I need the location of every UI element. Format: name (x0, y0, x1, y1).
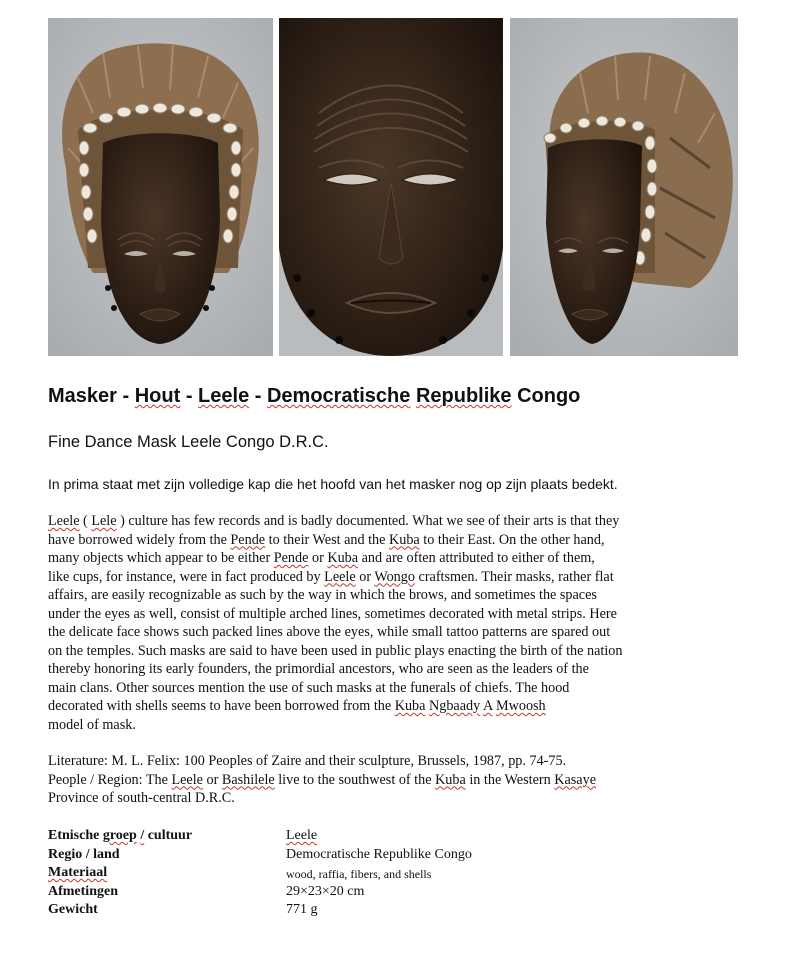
spec-label: Etnische groep / cultuur (48, 828, 193, 843)
text-line: many objects which appear to be either Pende or Kuba and are often attributed to either of them, (48, 550, 595, 566)
spec-value: 29×23×20 cm (286, 883, 365, 899)
text-line: like cups, for instance, were in fact produced by Leele or Wongo craftsmen. Their masks, rather flat (48, 568, 614, 585)
condition-note: In prima staat met zijn volledige kap die het hoofd van het masker nog op zijn plaats bedekt. (48, 476, 618, 492)
spec-label: Regio / land (48, 846, 120, 862)
text-line: decorated with shells seems to have been borrowed from the Kuba Ngbaady A Mwoosh (48, 698, 546, 714)
mask-photo-front (48, 18, 273, 356)
text-line: affairs, are easily recognizable as such by the way in which the brows, and sometimes the spaces (48, 587, 597, 603)
spec-label: Afmetingen (48, 883, 118, 899)
text-line: thereby honoring its early founders, the primordial ancestors, who are seen as the leaders of the (48, 661, 589, 677)
photo-gallery (48, 18, 738, 356)
spec-row-material (48, 865, 648, 884)
mask-photo-closeup (279, 18, 503, 356)
text-line: under the eyes as well, consist of multiple arched lines, sometimes decorated with metal strips. Here (48, 605, 617, 622)
spec-value: Leele (286, 828, 318, 843)
spec-label: Gewicht (48, 902, 98, 917)
spec-row-dimensions (48, 884, 648, 903)
spec-value: wood, raffia, fibers, and shells (286, 867, 432, 881)
spec-row-weight (48, 902, 648, 921)
description-text (48, 512, 738, 734)
text-line: the delicate face shows such packed lines above the eyes, while small tattoo patterns are spared out (48, 624, 611, 640)
text-line: have borrowed widely from the Pende to their West and the Kuba to their East. On the other hand, (48, 531, 605, 548)
text-line: model of mask. (48, 716, 136, 733)
spec-label: Materiaal (48, 865, 108, 880)
spec-value: Democratische Republike Congo (286, 846, 472, 862)
subtitle: Fine Dance Mask Leele Congo D.R.C. (48, 433, 329, 451)
literature-section (48, 752, 738, 808)
spec-table (48, 828, 648, 921)
text-line: main clans. Other sources mention the use of such masks at the funerals of chiefs. The hood (48, 679, 570, 696)
text-line: on the temples. Such masks are said to have been used in public plays enacting the birth of the nation (48, 642, 623, 659)
spec-value: 771 g (286, 902, 318, 917)
text-line: Leele ( Lele ) culture has few records and is badly documented. What we see of their arts is that they (48, 513, 620, 529)
page-title: Masker - Hout - Leele - Democratische Republike Congo (48, 385, 581, 407)
region-line-cont: Province of south-central D.R.C. (48, 790, 235, 806)
spec-row-ethnic (48, 828, 648, 847)
spec-row-region (48, 847, 648, 866)
region-line: People / Region: The Leele or Bashilele live to the southwest of the Kuba in the Western Kasaye (48, 771, 596, 788)
literature-line: Literature: M. L. Felix: 100 Peoples of Zaire and their sculpture, Brussels, 1987, pp. 74-75. (48, 753, 567, 769)
mask-photo-side (510, 18, 738, 356)
